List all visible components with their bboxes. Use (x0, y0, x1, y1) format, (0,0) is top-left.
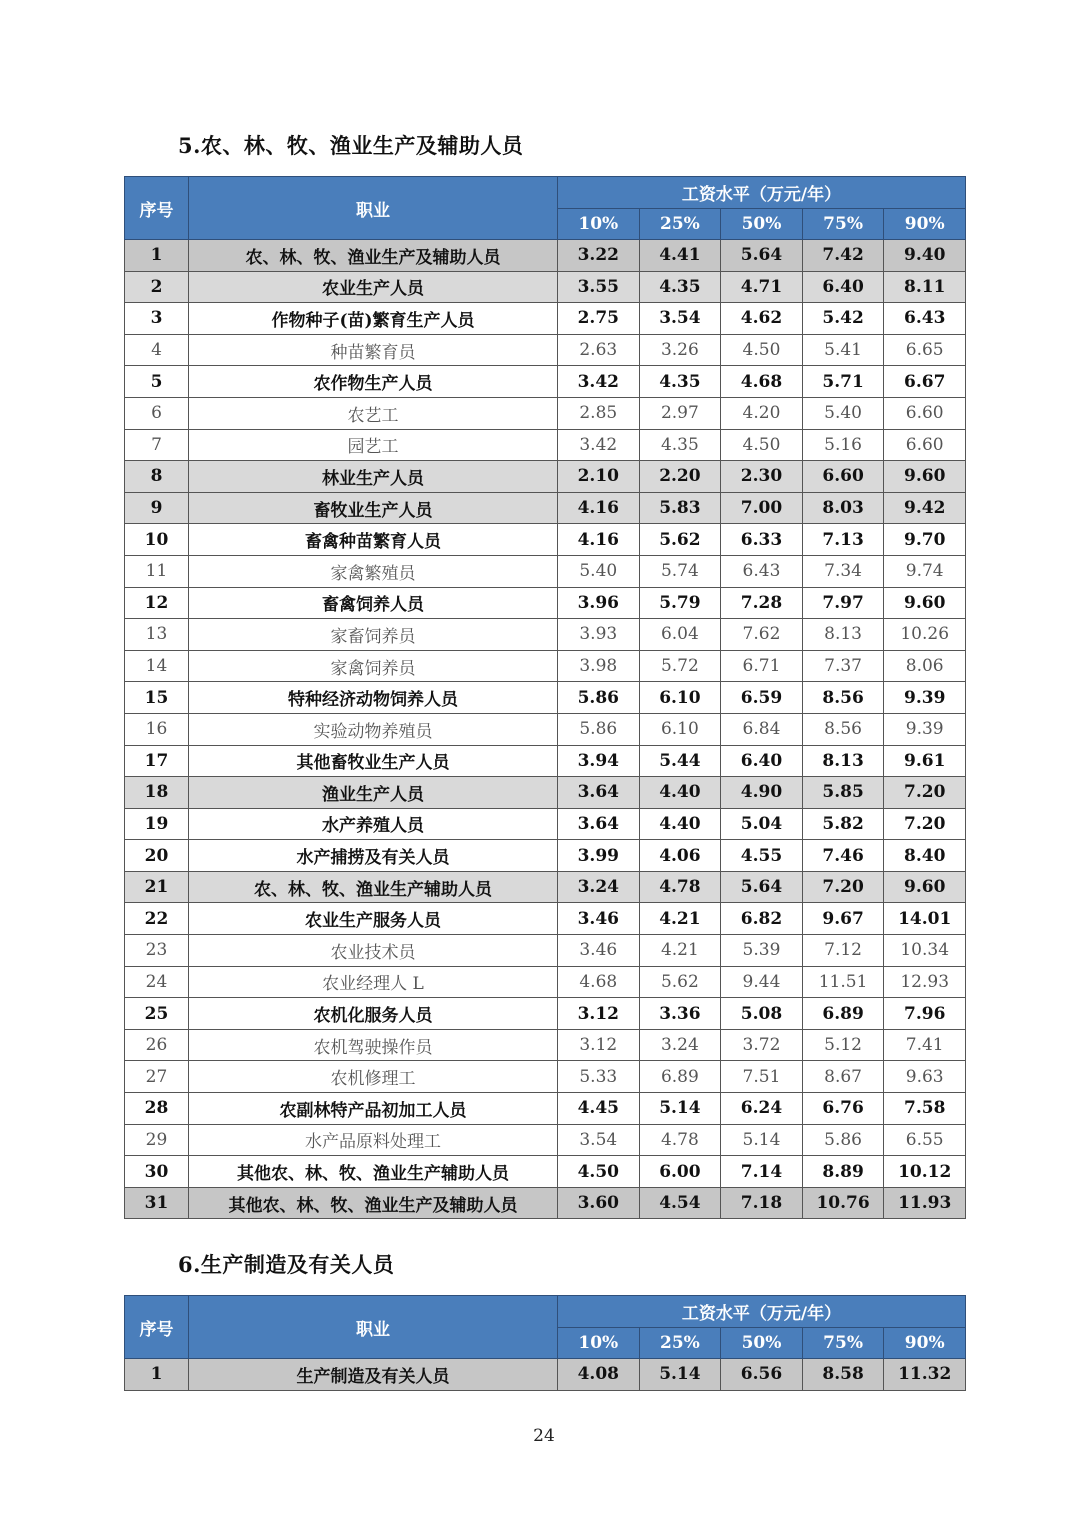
row-index-cell: 3 (125, 303, 189, 335)
occupation-cell: 园艺工 (189, 429, 558, 461)
wage-p10-cell: 3.55 (558, 271, 640, 303)
table-row (125, 650, 966, 682)
table-row (125, 1061, 966, 1093)
wage-p90-cell: 11.32 (884, 1359, 966, 1391)
wage-p75-cell: 5.16 (802, 429, 884, 461)
wage-p50-cell: 5.08 (721, 998, 803, 1030)
occupation-cell: 水产养殖人员 (189, 808, 558, 840)
wage-p25-cell: 5.62 (639, 524, 721, 556)
wage-p25-cell: 6.10 (639, 713, 721, 745)
wage-p10-cell: 5.86 (558, 682, 640, 714)
occupation-cell: 水产捕捞及有关人员 (189, 840, 558, 872)
table-row (125, 587, 966, 619)
table-row (125, 555, 966, 587)
table-row (125, 334, 966, 366)
wage-p75-cell: 9.67 (802, 903, 884, 935)
wage-p10-cell: 3.60 (558, 1187, 640, 1219)
wage-p50-cell: 4.50 (721, 429, 803, 461)
column-header-occupation: 职业 (189, 1296, 558, 1359)
row-index-cell: 9 (125, 492, 189, 524)
column-header-occupation: 职业 (189, 177, 558, 240)
wage-p50-cell: 6.43 (721, 555, 803, 587)
wage-p75-cell: 8.58 (802, 1359, 884, 1391)
table-row (125, 397, 966, 429)
wage-p75-cell: 6.60 (802, 461, 884, 493)
row-index-cell: 2 (125, 271, 189, 303)
wage-p90-cell: 14.01 (884, 903, 966, 935)
table-row (125, 1093, 966, 1125)
occupation-cell: 家畜饲养员 (189, 619, 558, 651)
wage-p25-cell: 5.14 (639, 1093, 721, 1125)
occupation-cell: 农机修理工 (189, 1061, 558, 1093)
wage-p75-cell: 7.12 (802, 935, 884, 967)
wage-p25-cell: 5.62 (639, 966, 721, 998)
wage-p90-cell: 9.60 (884, 871, 966, 903)
wage-p25-cell: 5.44 (639, 745, 721, 777)
wage-p75-cell: 8.13 (802, 745, 884, 777)
row-index-cell: 1 (125, 240, 189, 272)
wage-p25-cell: 3.24 (639, 1029, 721, 1061)
wage-p75-cell: 10.76 (802, 1187, 884, 1219)
table-row (125, 1359, 966, 1391)
wage-p25-cell: 6.10 (639, 682, 721, 714)
column-header-p50: 50% (721, 209, 803, 240)
wage-p90-cell: 7.58 (884, 1093, 966, 1125)
table-body (125, 240, 966, 1219)
wage-p10-cell: 2.63 (558, 334, 640, 366)
table-row (125, 271, 966, 303)
occupation-cell: 农业生产人员 (189, 271, 558, 303)
wage-p75-cell: 5.86 (802, 1124, 884, 1156)
column-header-index: 序号 (125, 177, 189, 240)
row-index-cell: 20 (125, 840, 189, 872)
section-title-manufacturing: 6.生产制造及有关人员 (178, 1252, 395, 1277)
wage-p50-cell: 6.59 (721, 682, 803, 714)
wage-p75-cell: 8.89 (802, 1156, 884, 1188)
column-header-p75: 75% (802, 1328, 884, 1359)
wage-p10-cell: 3.46 (558, 903, 640, 935)
wage-p90-cell: 9.74 (884, 555, 966, 587)
wage-p50-cell: 6.84 (721, 713, 803, 745)
row-index-cell: 7 (125, 429, 189, 461)
wage-p90-cell: 11.93 (884, 1187, 966, 1219)
wage-p25-cell: 5.72 (639, 650, 721, 682)
wage-p50-cell: 4.62 (721, 303, 803, 335)
table-row (125, 524, 966, 556)
wage-p75-cell: 5.12 (802, 1029, 884, 1061)
column-header-p90: 90% (884, 1328, 966, 1359)
wage-p25-cell: 5.74 (639, 555, 721, 587)
wage-p75-cell: 5.42 (802, 303, 884, 335)
table-row (125, 1156, 966, 1188)
table-row (125, 429, 966, 461)
wage-p90-cell: 6.43 (884, 303, 966, 335)
wage-p75-cell: 8.56 (802, 713, 884, 745)
wage-p10-cell: 3.42 (558, 429, 640, 461)
wage-p90-cell: 9.40 (884, 240, 966, 272)
row-index-cell: 16 (125, 713, 189, 745)
wage-p90-cell: 9.60 (884, 461, 966, 493)
wage-p75-cell: 7.37 (802, 650, 884, 682)
occupation-cell: 林业生产人员 (189, 461, 558, 493)
wage-p10-cell: 4.50 (558, 1156, 640, 1188)
occupation-cell: 家禽繁殖员 (189, 555, 558, 587)
wage-p25-cell: 5.83 (639, 492, 721, 524)
occupation-cell: 农业生产服务人员 (189, 903, 558, 935)
wage-p25-cell: 4.35 (639, 366, 721, 398)
wage-p25-cell: 4.06 (639, 840, 721, 872)
wage-p90-cell: 9.61 (884, 745, 966, 777)
wage-p90-cell: 7.20 (884, 777, 966, 809)
table-row (125, 682, 966, 714)
occupation-cell: 实验动物养殖员 (189, 713, 558, 745)
wage-p50-cell: 7.18 (721, 1187, 803, 1219)
wage-p90-cell: 10.12 (884, 1156, 966, 1188)
wage-p75-cell: 8.03 (802, 492, 884, 524)
wage-p75-cell: 7.20 (802, 871, 884, 903)
wage-p75-cell: 7.97 (802, 587, 884, 619)
occupation-cell: 特种经济动物饲养人员 (189, 682, 558, 714)
wage-p10-cell: 3.96 (558, 587, 640, 619)
table-row (125, 1187, 966, 1219)
wage-p25-cell: 6.89 (639, 1061, 721, 1093)
wage-p25-cell: 3.54 (639, 303, 721, 335)
row-index-cell: 5 (125, 366, 189, 398)
occupation-cell: 畜禽种苗繁育人员 (189, 524, 558, 556)
wage-p10-cell: 3.64 (558, 808, 640, 840)
wage-p90-cell: 10.34 (884, 935, 966, 967)
wage-p50-cell: 4.68 (721, 366, 803, 398)
wage-p75-cell: 6.76 (802, 1093, 884, 1125)
wage-p50-cell: 2.30 (721, 461, 803, 493)
wage-p75-cell: 5.41 (802, 334, 884, 366)
occupation-cell: 水产品原料处理工 (189, 1124, 558, 1156)
wage-p50-cell: 7.62 (721, 619, 803, 651)
wage-p75-cell: 5.40 (802, 397, 884, 429)
wage-p75-cell: 7.46 (802, 840, 884, 872)
wage-p10-cell: 3.93 (558, 619, 640, 651)
wage-p10-cell: 4.08 (558, 1359, 640, 1391)
table-row (125, 998, 966, 1030)
column-header-wage-level: 工资水平（万元/年） (558, 177, 966, 209)
wage-p10-cell: 2.85 (558, 397, 640, 429)
table-row (125, 745, 966, 777)
wage-p90-cell: 12.93 (884, 966, 966, 998)
wage-p50-cell: 6.56 (721, 1359, 803, 1391)
wage-p25-cell: 4.21 (639, 935, 721, 967)
occupation-cell: 农业经理人 L (189, 966, 558, 998)
table-row (125, 935, 966, 967)
wage-p25-cell: 3.26 (639, 334, 721, 366)
wage-p50-cell: 5.64 (721, 871, 803, 903)
wage-p50-cell: 4.71 (721, 271, 803, 303)
occupation-cell: 农副林特产品初加工人员 (189, 1093, 558, 1125)
occupation-cell: 农机化服务人员 (189, 998, 558, 1030)
wage-p10-cell: 4.16 (558, 524, 640, 556)
wage-p10-cell: 3.46 (558, 935, 640, 967)
wage-p90-cell: 10.26 (884, 619, 966, 651)
wage-p10-cell: 3.54 (558, 1124, 640, 1156)
wage-p50-cell: 3.72 (721, 1029, 803, 1061)
table-row (125, 966, 966, 998)
row-index-cell: 23 (125, 935, 189, 967)
wage-p75-cell: 7.34 (802, 555, 884, 587)
wage-p50-cell: 6.33 (721, 524, 803, 556)
wage-p25-cell: 6.04 (639, 619, 721, 651)
wage-p50-cell: 5.14 (721, 1124, 803, 1156)
wage-p50-cell: 4.90 (721, 777, 803, 809)
occupation-cell: 其他畜牧业生产人员 (189, 745, 558, 777)
occupation-cell: 其他农、林、牧、渔业生产辅助人员 (189, 1156, 558, 1188)
wage-p25-cell: 4.21 (639, 903, 721, 935)
table-row (125, 366, 966, 398)
row-index-cell: 12 (125, 587, 189, 619)
wage-p25-cell: 4.54 (639, 1187, 721, 1219)
column-header-p10: 10% (558, 1328, 640, 1359)
row-index-cell: 27 (125, 1061, 189, 1093)
wage-p50-cell: 5.39 (721, 935, 803, 967)
wage-p75-cell: 5.71 (802, 366, 884, 398)
wage-p10-cell: 3.64 (558, 777, 640, 809)
wage-p25-cell: 4.78 (639, 1124, 721, 1156)
row-index-cell: 11 (125, 555, 189, 587)
wage-p10-cell: 5.40 (558, 555, 640, 587)
wage-p50-cell: 7.51 (721, 1061, 803, 1093)
occupation-cell: 家禽饲养员 (189, 650, 558, 682)
wage-p25-cell: 5.14 (639, 1359, 721, 1391)
occupation-cell: 畜禽饲养人员 (189, 587, 558, 619)
table-row (125, 713, 966, 745)
row-index-cell: 26 (125, 1029, 189, 1061)
wage-p10-cell: 3.12 (558, 998, 640, 1030)
wage-p25-cell: 4.78 (639, 871, 721, 903)
table-row (125, 840, 966, 872)
wage-p75-cell: 8.67 (802, 1061, 884, 1093)
wage-p10-cell: 3.98 (558, 650, 640, 682)
row-index-cell: 14 (125, 650, 189, 682)
wage-p50-cell: 6.71 (721, 650, 803, 682)
wage-p25-cell: 2.97 (639, 397, 721, 429)
table-row (125, 777, 966, 809)
wage-p50-cell: 7.00 (721, 492, 803, 524)
wage-p90-cell: 6.55 (884, 1124, 966, 1156)
row-index-cell: 10 (125, 524, 189, 556)
wage-p75-cell: 5.82 (802, 808, 884, 840)
occupation-cell: 农、林、牧、渔业生产辅助人员 (189, 871, 558, 903)
row-index-cell: 17 (125, 745, 189, 777)
occupation-cell: 作物种子(苗)繁育生产人员 (189, 303, 558, 335)
wage-p75-cell: 7.42 (802, 240, 884, 272)
occupation-cell: 生产制造及有关人员 (189, 1359, 558, 1391)
wage-p10-cell: 5.86 (558, 713, 640, 745)
occupation-cell: 其他农、林、牧、渔业生产及辅助人员 (189, 1187, 558, 1219)
column-header-p75: 75% (802, 209, 884, 240)
wage-p25-cell: 6.00 (639, 1156, 721, 1188)
wage-p25-cell: 3.36 (639, 998, 721, 1030)
wage-p10-cell: 3.22 (558, 240, 640, 272)
wage-p90-cell: 6.67 (884, 366, 966, 398)
wage-table-manufacturing (124, 1295, 966, 1391)
wage-p90-cell: 8.06 (884, 650, 966, 682)
row-index-cell: 25 (125, 998, 189, 1030)
wage-p90-cell: 7.96 (884, 998, 966, 1030)
wage-p50-cell: 5.64 (721, 240, 803, 272)
wage-p50-cell: 4.55 (721, 840, 803, 872)
wage-p25-cell: 5.79 (639, 587, 721, 619)
wage-p10-cell: 3.99 (558, 840, 640, 872)
occupation-cell: 农业技术员 (189, 935, 558, 967)
table-row (125, 492, 966, 524)
wage-p90-cell: 7.41 (884, 1029, 966, 1061)
table-body (125, 1359, 966, 1391)
row-index-cell: 13 (125, 619, 189, 651)
table-row (125, 903, 966, 935)
wage-p90-cell: 9.42 (884, 492, 966, 524)
wage-p75-cell: 6.40 (802, 271, 884, 303)
wage-p90-cell: 8.11 (884, 271, 966, 303)
column-header-p50: 50% (721, 1328, 803, 1359)
occupation-cell: 种苗繁育员 (189, 334, 558, 366)
table-row (125, 808, 966, 840)
wage-p50-cell: 7.14 (721, 1156, 803, 1188)
row-index-cell: 1 (125, 1359, 189, 1391)
row-index-cell: 31 (125, 1187, 189, 1219)
row-index-cell: 28 (125, 1093, 189, 1125)
wage-p90-cell: 9.70 (884, 524, 966, 556)
wage-p10-cell: 3.94 (558, 745, 640, 777)
table-row (125, 619, 966, 651)
wage-p90-cell: 9.60 (884, 587, 966, 619)
column-header-p10: 10% (558, 209, 640, 240)
column-header-p25: 25% (639, 209, 721, 240)
column-header-index: 序号 (125, 1296, 189, 1359)
wage-p90-cell: 6.60 (884, 397, 966, 429)
wage-p75-cell: 8.56 (802, 682, 884, 714)
row-index-cell: 18 (125, 777, 189, 809)
wage-p75-cell: 6.89 (802, 998, 884, 1030)
wage-p25-cell: 4.41 (639, 240, 721, 272)
table-row (125, 871, 966, 903)
wage-p90-cell: 8.40 (884, 840, 966, 872)
column-header-p90: 90% (884, 209, 966, 240)
wage-p50-cell: 6.40 (721, 745, 803, 777)
row-index-cell: 21 (125, 871, 189, 903)
occupation-cell: 农艺工 (189, 397, 558, 429)
wage-p25-cell: 4.35 (639, 271, 721, 303)
table-row (125, 1029, 966, 1061)
row-index-cell: 6 (125, 397, 189, 429)
wage-p75-cell: 11.51 (802, 966, 884, 998)
wage-p50-cell: 5.04 (721, 808, 803, 840)
table-row (125, 240, 966, 272)
wage-p25-cell: 4.40 (639, 808, 721, 840)
wage-p50-cell: 4.20 (721, 397, 803, 429)
table-row (125, 1124, 966, 1156)
wage-p75-cell: 7.13 (802, 524, 884, 556)
wage-p90-cell: 9.39 (884, 682, 966, 714)
wage-p25-cell: 2.20 (639, 461, 721, 493)
wage-p90-cell: 6.65 (884, 334, 966, 366)
row-index-cell: 30 (125, 1156, 189, 1188)
page-number: 24 (533, 1426, 555, 1446)
row-index-cell: 4 (125, 334, 189, 366)
wage-p10-cell: 2.10 (558, 461, 640, 493)
wage-p25-cell: 4.35 (639, 429, 721, 461)
wage-p10-cell: 2.75 (558, 303, 640, 335)
column-header-p25: 25% (639, 1328, 721, 1359)
wage-p90-cell: 9.39 (884, 713, 966, 745)
row-index-cell: 29 (125, 1124, 189, 1156)
row-index-cell: 22 (125, 903, 189, 935)
wage-p10-cell: 4.68 (558, 966, 640, 998)
wage-p90-cell: 9.63 (884, 1061, 966, 1093)
occupation-cell: 农、林、牧、渔业生产及辅助人员 (189, 240, 558, 272)
column-header-wage-level: 工资水平（万元/年） (558, 1296, 966, 1328)
wage-p10-cell: 4.16 (558, 492, 640, 524)
occupation-cell: 农机驾驶操作员 (189, 1029, 558, 1061)
table-row (125, 461, 966, 493)
occupation-cell: 渔业生产人员 (189, 777, 558, 809)
wage-p50-cell: 9.44 (721, 966, 803, 998)
wage-p25-cell: 4.40 (639, 777, 721, 809)
wage-p75-cell: 5.85 (802, 777, 884, 809)
section-title-agriculture: 5.农、林、牧、渔业生产及辅助人员 (178, 133, 524, 158)
row-index-cell: 19 (125, 808, 189, 840)
wage-p50-cell: 6.82 (721, 903, 803, 935)
wage-p50-cell: 6.24 (721, 1093, 803, 1125)
wage-p50-cell: 4.50 (721, 334, 803, 366)
row-index-cell: 24 (125, 966, 189, 998)
wage-p50-cell: 7.28 (721, 587, 803, 619)
wage-p10-cell: 3.12 (558, 1029, 640, 1061)
wage-p10-cell: 5.33 (558, 1061, 640, 1093)
occupation-cell: 畜牧业生产人员 (189, 492, 558, 524)
table-row (125, 303, 966, 335)
wage-p10-cell: 3.42 (558, 366, 640, 398)
wage-p10-cell: 4.45 (558, 1093, 640, 1125)
row-index-cell: 8 (125, 461, 189, 493)
row-index-cell: 15 (125, 682, 189, 714)
wage-p10-cell: 3.24 (558, 871, 640, 903)
wage-p90-cell: 7.20 (884, 808, 966, 840)
wage-p90-cell: 6.60 (884, 429, 966, 461)
wage-p75-cell: 8.13 (802, 619, 884, 651)
wage-table-agriculture (124, 176, 966, 1219)
occupation-cell: 农作物生产人员 (189, 366, 558, 398)
